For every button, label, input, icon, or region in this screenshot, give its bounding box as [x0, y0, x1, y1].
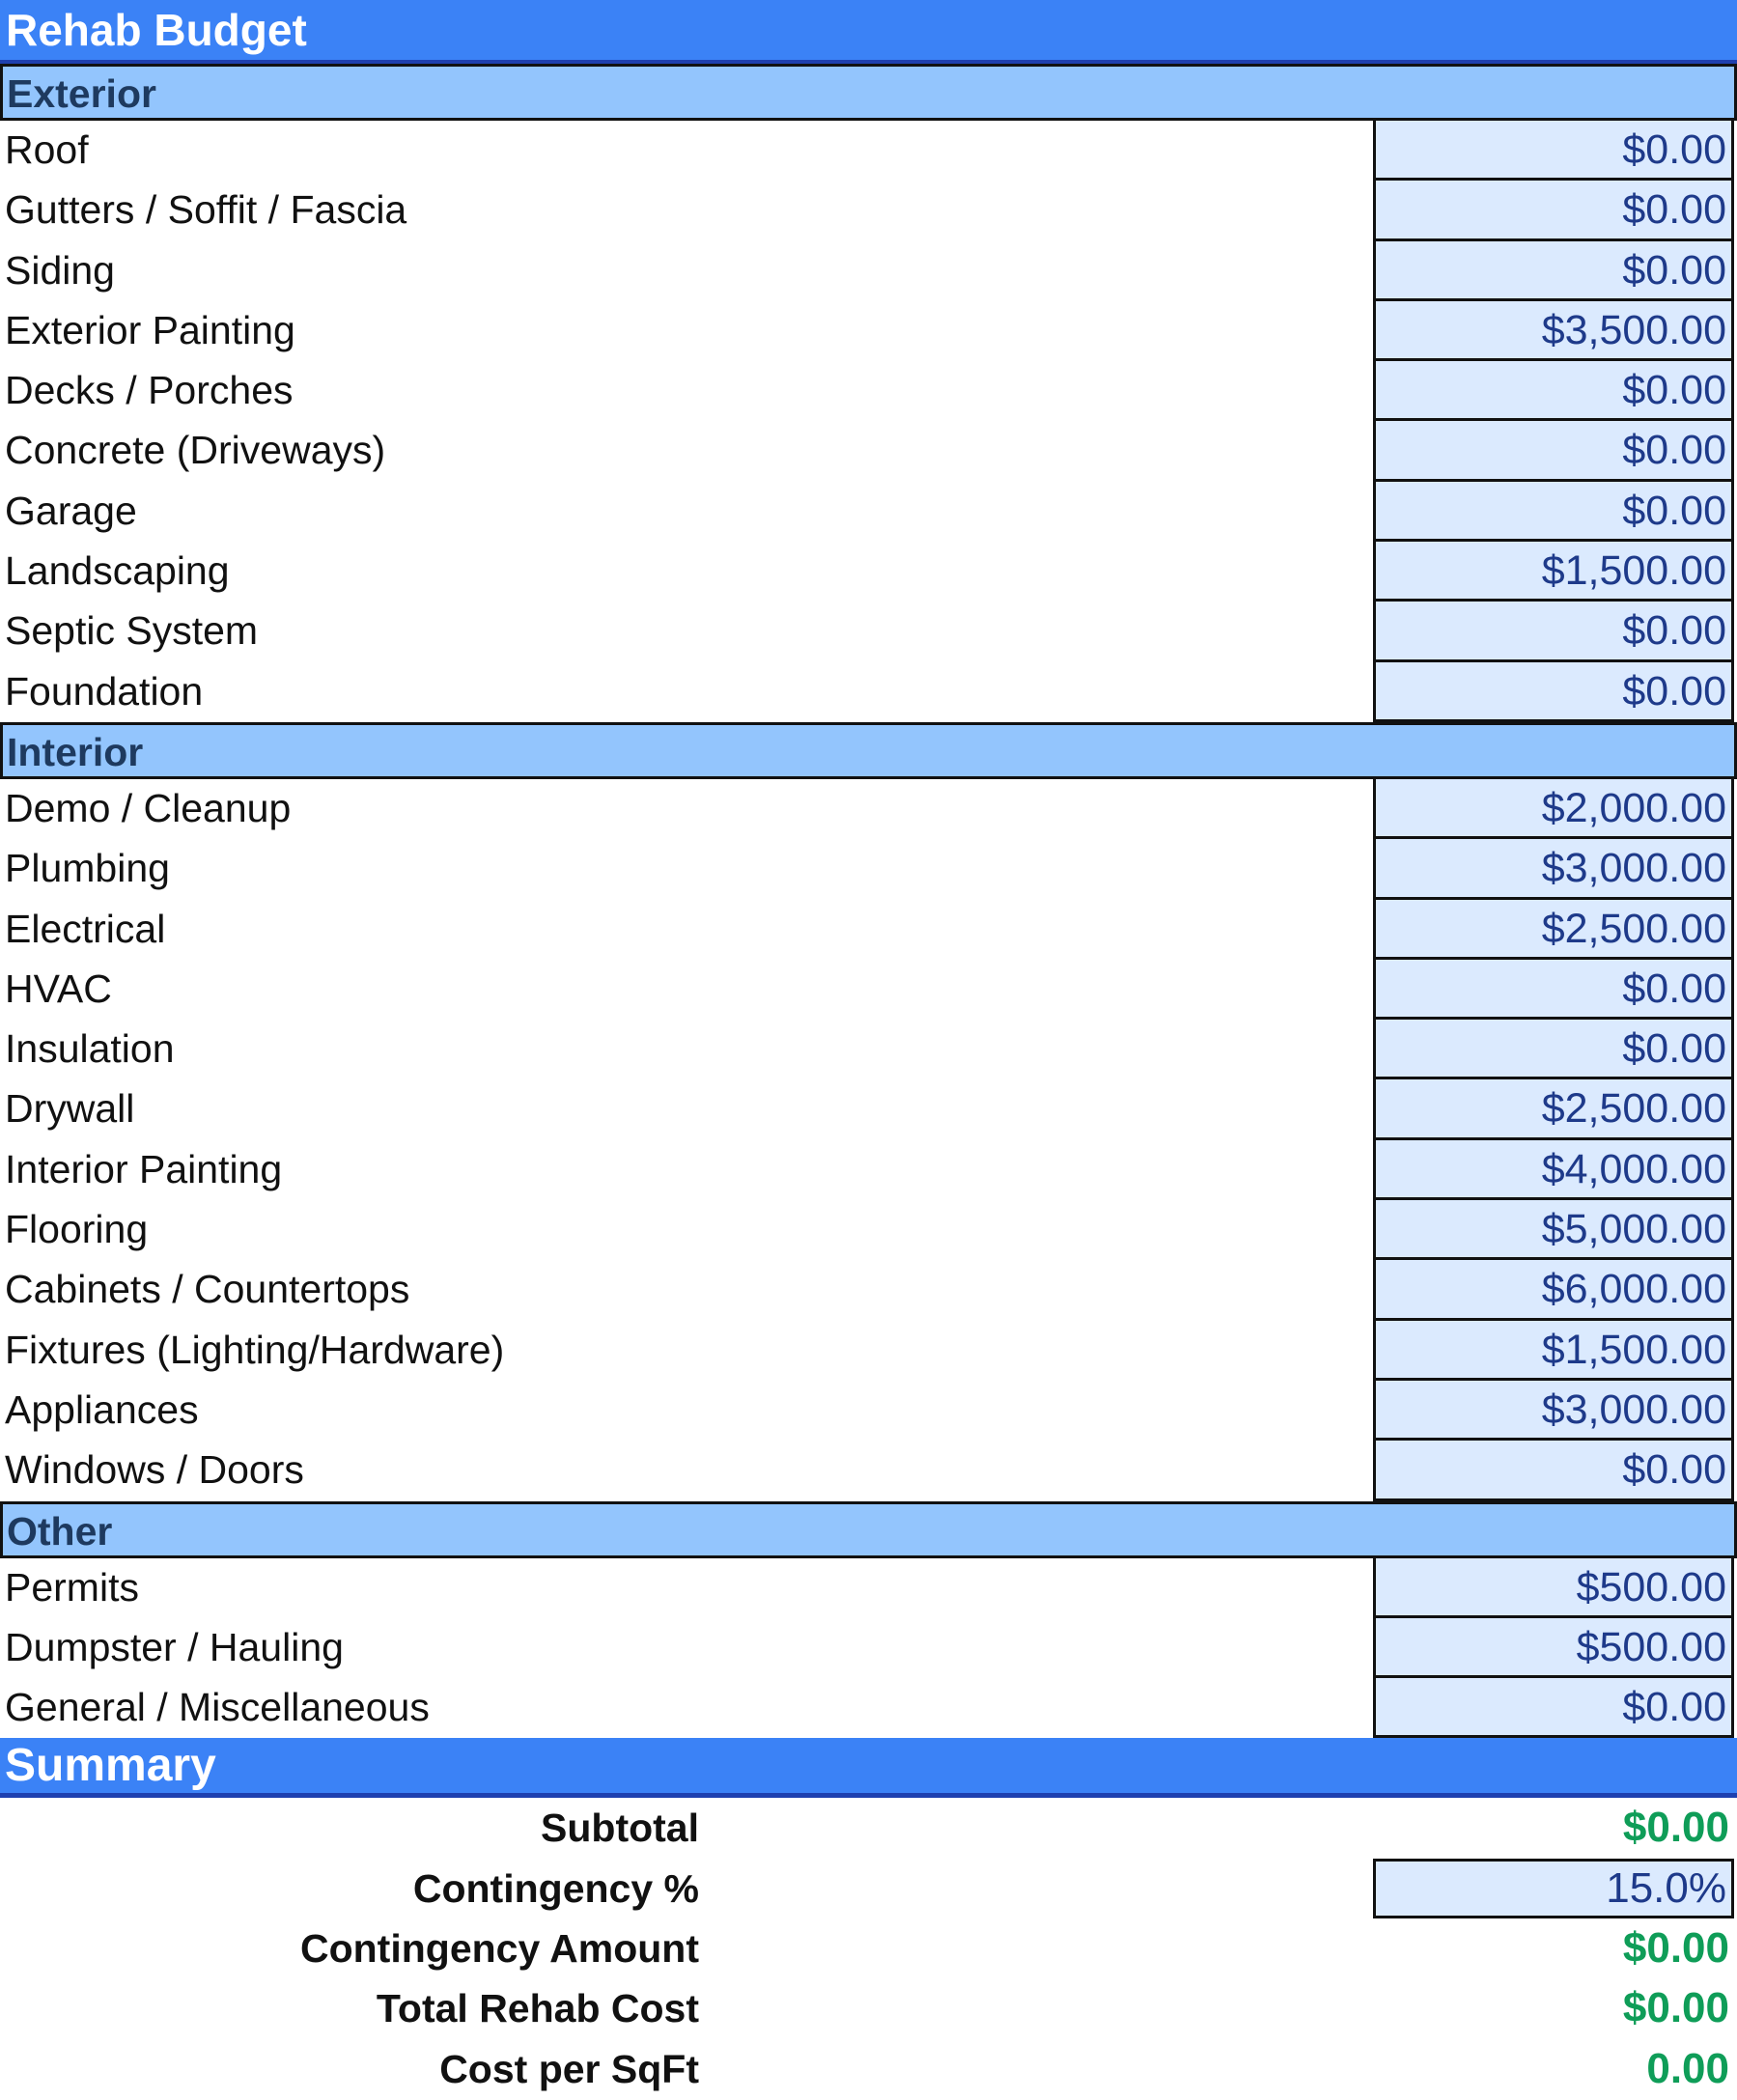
- line-item-amount-input[interactable]: $3,000.00: [1373, 1381, 1734, 1441]
- section-header-interior: Interior: [0, 722, 1737, 779]
- budget-row: [0, 301, 1737, 361]
- line-item-amount-input[interactable]: $0.00: [1373, 121, 1734, 181]
- budget-row: [0, 662, 1737, 722]
- line-item-amount-input[interactable]: $2,500.00: [1373, 1079, 1734, 1139]
- line-item-label: Permits: [5, 1564, 139, 1610]
- line-item-amount-input[interactable]: $6,000.00: [1373, 1260, 1734, 1320]
- line-item-label: Plumbing: [5, 846, 170, 891]
- line-item-amount-input[interactable]: $0.00: [1373, 482, 1734, 542]
- line-item-amount-input[interactable]: $0.00: [1373, 1678, 1734, 1738]
- summary-row: [0, 1918, 1737, 1978]
- line-item-amount-input[interactable]: $500.00: [1373, 1618, 1734, 1678]
- line-item-amount-input[interactable]: $0.00: [1373, 421, 1734, 481]
- line-item-label: Flooring: [5, 1207, 149, 1252]
- line-item-label: Cabinets / Countertops: [5, 1267, 410, 1312]
- summary-value: $0.00: [1622, 1924, 1729, 1973]
- budget-row: [0, 1441, 1737, 1500]
- line-item-amount-input[interactable]: $0.00: [1373, 662, 1734, 722]
- budget-row: [0, 1260, 1737, 1320]
- line-item-label: Interior Painting: [5, 1146, 283, 1191]
- line-item-amount-input[interactable]: $0.00: [1373, 1441, 1734, 1500]
- line-item-amount-input[interactable]: $0.00: [1373, 602, 1734, 661]
- summary-value: 0.00: [1646, 2044, 1729, 2092]
- line-item-label: Drywall: [5, 1086, 135, 1132]
- line-item-amount-input[interactable]: $0.00: [1373, 241, 1734, 301]
- summary-header: Summary: [0, 1738, 1737, 1798]
- summary-label: Subtotal: [541, 1806, 699, 1851]
- budget-row: [0, 602, 1737, 661]
- line-item-amount-input[interactable]: $3,000.00: [1373, 839, 1734, 899]
- budget-row: [0, 1558, 1737, 1618]
- budget-row: [0, 1321, 1737, 1381]
- budget-row: [0, 421, 1737, 481]
- line-item-label: Exterior Painting: [5, 307, 295, 352]
- line-item-label: Windows / Doors: [5, 1447, 304, 1493]
- line-item-amount-input[interactable]: $1,500.00: [1373, 542, 1734, 602]
- line-item-amount-input[interactable]: $2,000.00: [1373, 779, 1734, 839]
- sheet-title: Rehab Budget: [0, 0, 1737, 64]
- budget-row: [0, 900, 1737, 960]
- budget-row: [0, 1381, 1737, 1441]
- summary-value: $0.00: [1622, 1804, 1729, 1852]
- line-item-label: Decks / Porches: [5, 368, 294, 413]
- line-item-label: HVAC: [5, 966, 112, 1011]
- line-item-label: Appliances: [5, 1386, 199, 1432]
- line-item-label: Gutters / Soffit / Fascia: [5, 187, 407, 233]
- line-item-label: Concrete (Driveways): [5, 428, 386, 473]
- summary-value: $0.00: [1622, 1984, 1729, 2032]
- line-item-amount-input[interactable]: $0.00: [1373, 960, 1734, 1020]
- budget-row: [0, 960, 1737, 1020]
- budget-row: [0, 1140, 1737, 1200]
- section-header-exterior: Exterior: [0, 64, 1737, 121]
- line-item-label: General / Miscellaneous: [5, 1685, 430, 1730]
- budget-row: [0, 779, 1737, 839]
- line-item-amount-input[interactable]: $0.00: [1373, 361, 1734, 421]
- budget-row: [0, 1200, 1737, 1260]
- budget-row: [0, 181, 1737, 240]
- summary-row: [0, 1978, 1737, 2038]
- summary-rows: [0, 1798, 1737, 2098]
- line-item-label: Roof: [5, 127, 89, 172]
- section-header-other: Other: [0, 1501, 1737, 1558]
- budget-row: [0, 1618, 1737, 1678]
- line-item-label: Siding: [5, 247, 115, 293]
- budget-sections: [0, 64, 1737, 1738]
- summary-row: [0, 1859, 1737, 1918]
- budget-row: [0, 241, 1737, 301]
- line-item-amount-input[interactable]: $1,500.00: [1373, 1321, 1734, 1381]
- line-item-amount-input[interactable]: $5,000.00: [1373, 1200, 1734, 1260]
- summary-label: Contingency %: [412, 1865, 699, 1911]
- line-item-label: Foundation: [5, 668, 204, 714]
- summary-label: Total Rehab Cost: [376, 1986, 699, 2031]
- budget-row: [0, 839, 1737, 899]
- line-item-label: Landscaping: [5, 548, 230, 594]
- summary-row: [0, 1798, 1737, 1858]
- line-item-label: Septic System: [5, 608, 259, 654]
- contingency-percent-input[interactable]: 15.0%: [1373, 1859, 1734, 1918]
- line-item-amount-input[interactable]: $0.00: [1373, 1020, 1734, 1079]
- line-item-label: Electrical: [5, 906, 166, 951]
- budget-row: [0, 482, 1737, 542]
- budget-row: [0, 1678, 1737, 1738]
- budget-row: [0, 542, 1737, 602]
- line-item-label: Fixtures (Lighting/Hardware): [5, 1327, 505, 1372]
- line-item-label: Garage: [5, 488, 137, 533]
- summary-label: Contingency Amount: [299, 1926, 699, 1972]
- line-item-label: Demo / Cleanup: [5, 785, 292, 830]
- line-item-amount-input[interactable]: $3,500.00: [1373, 301, 1734, 361]
- line-item-amount-input[interactable]: $4,000.00: [1373, 1140, 1734, 1200]
- line-item-amount-input[interactable]: $2,500.00: [1373, 900, 1734, 960]
- line-item-label: Dumpster / Hauling: [5, 1624, 344, 1669]
- line-item-amount-input[interactable]: $0.00: [1373, 181, 1734, 240]
- budget-row: [0, 1079, 1737, 1139]
- budget-row: [0, 361, 1737, 421]
- summary-label: Cost per SqFt: [439, 2046, 699, 2091]
- line-item-label: Insulation: [5, 1026, 175, 1072]
- summary-row: [0, 2039, 1737, 2099]
- budget-row: [0, 1020, 1737, 1079]
- line-item-amount-input[interactable]: $500.00: [1373, 1558, 1734, 1618]
- budget-row: [0, 121, 1737, 181]
